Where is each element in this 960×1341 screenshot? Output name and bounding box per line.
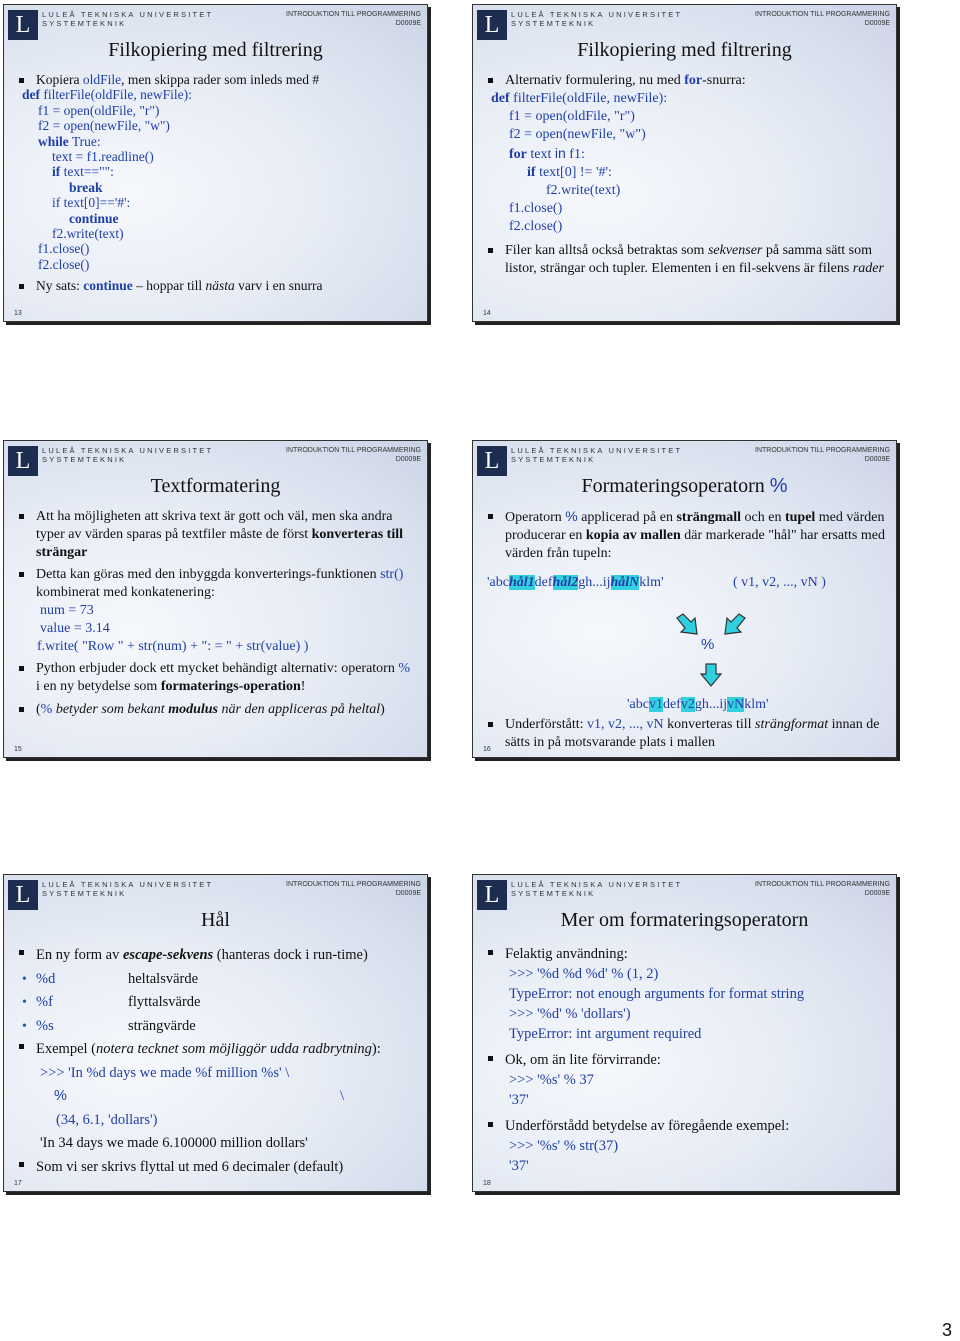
slide-header: L LULEÅ TEKNISKA UNIVERSITET SYSTEMTEKNIK INTRODUKTION TILL PROGRAMMERING D0009E	[4, 875, 427, 907]
slide-header: L LULEÅ TEKNISKA UNIVERSITET SYSTEMTEKNIK INTRODUKTION TILL PROGRAMMERING D0009E	[4, 441, 427, 473]
slide-17	[3, 874, 428, 1192]
slide-number: 15	[14, 746, 22, 753]
result-string: 'abcv1defv2gh...ijvNklm'	[627, 697, 769, 712]
university-logo: L	[477, 446, 507, 476]
university-logo: L	[8, 446, 38, 476]
arrow-down-left-icon	[721, 612, 747, 636]
percent-operator: %	[701, 636, 715, 653]
bullet: Underförstådd betydelse av föregående exempel:	[487, 1116, 886, 1136]
page-number: 3	[941, 1320, 952, 1340]
slide-number: 18	[483, 1180, 491, 1187]
university-logo: L	[477, 880, 507, 910]
slide-13	[3, 4, 428, 322]
example-code: >>> 'In %d days we made %f million %s' \ % \ (34, 6.1, 'dollars')	[40, 1064, 345, 1128]
bullet: Som vi ser skrivs flyttal ut med 6 decimaler (default)	[18, 1156, 417, 1180]
slide-header: L LULEÅ TEKNISKA UNIVERSITET SYSTEMTEKNIK INTRODUKTION TILL PROGRAMMERING D0009E	[473, 875, 896, 907]
slide-header: L LULEÅ TEKNISKA UNIVERSITET SYSTEMTEKNIK INTRODUKTION TILL PROGRAMMERING D0009E	[473, 441, 896, 473]
slide-15	[3, 440, 428, 758]
example-output: 'In 34 days we made 6.100000 million dollars'	[40, 1135, 308, 1151]
bullet: Detta kan göras med den inbyggda konverterings-funktionen str() kombinerat med konkatenering:	[18, 566, 417, 602]
code-block: def filterFile(oldFile, newFile): f1 = open(oldFile, "r") f2 = open(newFile, "w") while True: text = f1.readline() if text=="": break if text[0]=='#': continue f2.write(text) f1.close() f2.close()	[22, 87, 192, 272]
slide-title: Hål	[201, 909, 230, 931]
slide-18	[472, 874, 897, 1192]
university-name: LULEÅ TEKNISKA UNIVERSITET	[42, 10, 214, 19]
university-logo: L	[8, 10, 38, 40]
slide-title: Filkopiering med filtrering	[577, 39, 792, 61]
slide-number: 14	[483, 310, 491, 317]
slide-number: 17	[14, 1180, 22, 1187]
bullet: Ny sats: continue – hoppar till nästa varv i en snurra	[18, 278, 417, 293]
code-block: >>> '%s' % str(37) '37'	[509, 1138, 619, 1174]
arrow-down-icon	[699, 662, 723, 688]
code-block: num = 73 value = 3.14 f.write( "Row " + str(num) + ": = " + str(value) )	[37, 602, 309, 654]
slide-header: L LULEÅ TEKNISKA UNIVERSITET SYSTEMTEKNIK INTRODUKTION TILL PROGRAMMERING D0009E	[473, 5, 896, 37]
bullet: Operatorn % applicerad på en strängmall och en tupel med värden producerar en kopia av mallen där markerade "hål" har ersatts med värden från tupeln:	[487, 508, 886, 562]
tuple: ( v1, v2, ..., vN )	[733, 575, 826, 591]
slide-title: Textformatering	[150, 475, 281, 497]
slide-16	[472, 440, 897, 758]
code-block: >>> '%s' % 37 '37'	[509, 1072, 594, 1108]
bullet: Python erbjuder dock ett mycket behändigt alternativ: operatorn % i en ny betydelse som formaterings-operation!	[18, 660, 417, 696]
bullet: Exempel (notera tecknet som möjliggör udda radbrytning):	[18, 1038, 417, 1062]
arrow-down-right-icon	[675, 612, 701, 636]
department-name: SYSTEMTEKNIK	[42, 19, 127, 28]
bullet: Underförstått: v1, v2, ..., vN konverteras till strängformat innan de sätts in på motsvarande plats i mallen	[487, 716, 886, 752]
bullet: Alternativ formulering, nu med for-snurra:	[487, 72, 886, 90]
code-block: >>> '%d %d %d' % (1, 2) TypeError: not enough arguments for format string >>> '%d' % 'dollars') TypeError: int argument required	[509, 966, 805, 1042]
slide-14	[472, 4, 897, 322]
hole-row: • %d heltalsvärde	[18, 968, 417, 992]
bullet: Filer kan alltså också betraktas som sekvenser på samma sätt som listor, strängar och tupler. Elementen i en fil-sekvens är filens rader	[487, 242, 886, 278]
course-name: INTRODUKTION TILL PROGRAMMERING	[286, 11, 421, 18]
template-string: 'abchål1defhål2gh...ijhålNklm' ( v1, v2, ..., vN )	[487, 575, 826, 591]
slide-number: 16	[483, 746, 491, 753]
hole-row: • %f flyttalsvärde	[18, 991, 417, 1015]
code-block: def filterFile(oldFile, newFile): f1 = open(oldFile, "r") f2 = open(newFile, "w") for text in f1: if text[0] != '#': f2.write(text) f1.close() f2.close()	[491, 91, 668, 234]
bullet: Kopiera oldFile, men skippa rader som inleds med #	[18, 72, 417, 87]
slide-title: Mer om formateringsoperatorn	[560, 909, 809, 931]
bullet: Felaktig användning:	[487, 944, 886, 964]
university-logo: L	[477, 10, 507, 40]
bullet: (% betyder som bekant modulus när den appliceras på heltal)	[18, 701, 417, 719]
slide-title: Formateringsoperatorn %	[581, 475, 788, 497]
bullet: En ny form av escape-sekvens (hanteras dock i run-time)	[18, 944, 417, 968]
bullet: Att ha möjligheten att skriva text är gott och väl, men ska andra typer av värden sparas på textfiler måste de först konverteras till strängar	[18, 508, 417, 561]
course-code: D0009E	[395, 20, 421, 27]
bullet: Ok, om än lite förvirrande:	[487, 1050, 886, 1070]
slide-number: 13	[14, 310, 22, 317]
slide-title: Filkopiering med filtrering	[108, 39, 323, 61]
slide-header	[4, 5, 427, 37]
university-logo: L	[8, 880, 38, 910]
hole-row: • %s strängvärde	[18, 1015, 417, 1039]
